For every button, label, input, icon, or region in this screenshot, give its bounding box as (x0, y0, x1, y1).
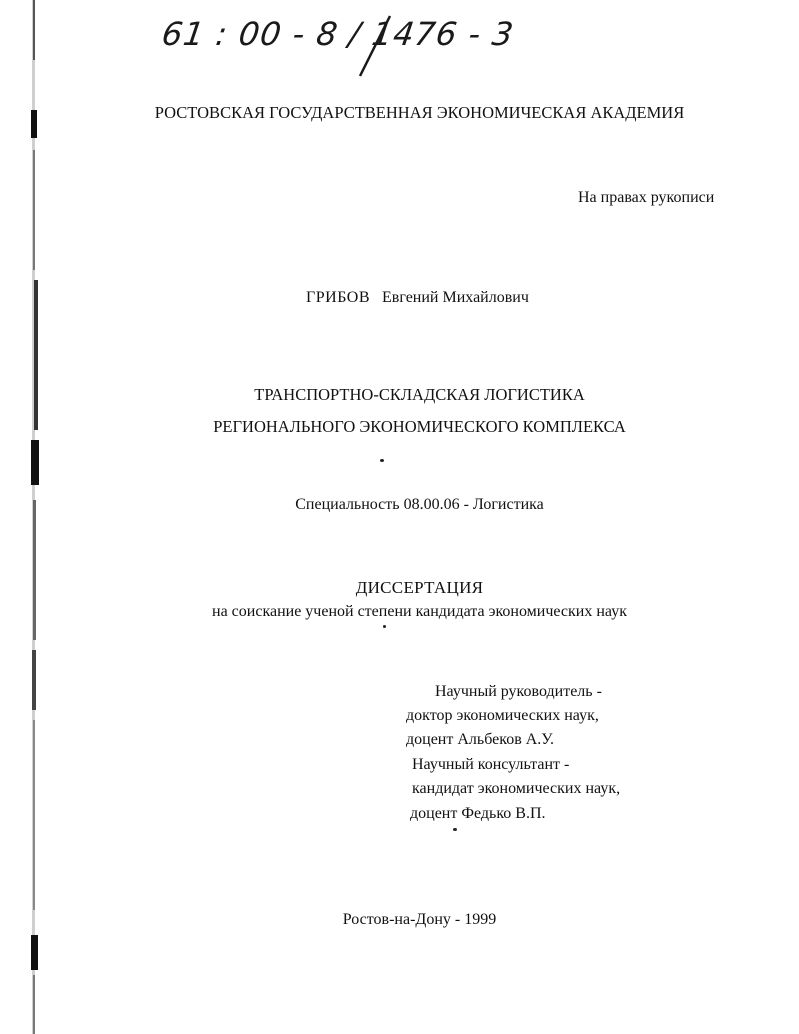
scan-speck (383, 625, 386, 628)
scan-binding-edge (26, 0, 46, 1034)
city-and-year: Ростов-на-Дону - 1999 (342, 911, 497, 928)
author-name (306, 288, 529, 308)
author-surname: ГРИБОВ (306, 289, 371, 306)
handwritten-archive-number: 61 : 00 - 8 / 1476 - 3 (159, 15, 517, 53)
supervisor-role: Научный руководитель - (435, 683, 602, 700)
author-given-names: Евгений Михайлович (382, 289, 529, 306)
thesis-title-line-1: ТРАНСПОРТНО-СКЛАДСКАЯ ЛОГИСТИКА (254, 385, 585, 404)
consultant-name: доцент Федько В.П. (410, 805, 546, 822)
thesis-title-line-2: РЕГИОНАЛЬНОГО ЭКОНОМИЧЕСКОГО КОМПЛЕКСА (213, 417, 626, 436)
supervisor-name: доцент Альбеков А.У. (406, 731, 555, 748)
handwritten-slash (160, 10, 540, 80)
scan-speck (453, 828, 457, 831)
supervisor-degree: доктор экономических наук, (406, 707, 599, 724)
consultant-role: Научный консультант - (412, 756, 570, 773)
degree-line: на соискание ученой степени кандидата экономических наук (212, 603, 627, 620)
speciality-line: Специальность 08.00.06 - Логистика (295, 496, 544, 513)
work-type-heading: ДИССЕРТАЦИЯ (355, 578, 484, 597)
consultant-degree: кандидат экономических наук, (412, 780, 621, 797)
scan-speck (380, 459, 384, 462)
manuscript-rights-note: На правах рукописи (578, 189, 715, 206)
institution-name: РОСТОВСКАЯ ГОСУДАРСТВЕННАЯ ЭКОНОМИЧЕСКАЯ АКАДЕМИЯ (154, 103, 685, 122)
